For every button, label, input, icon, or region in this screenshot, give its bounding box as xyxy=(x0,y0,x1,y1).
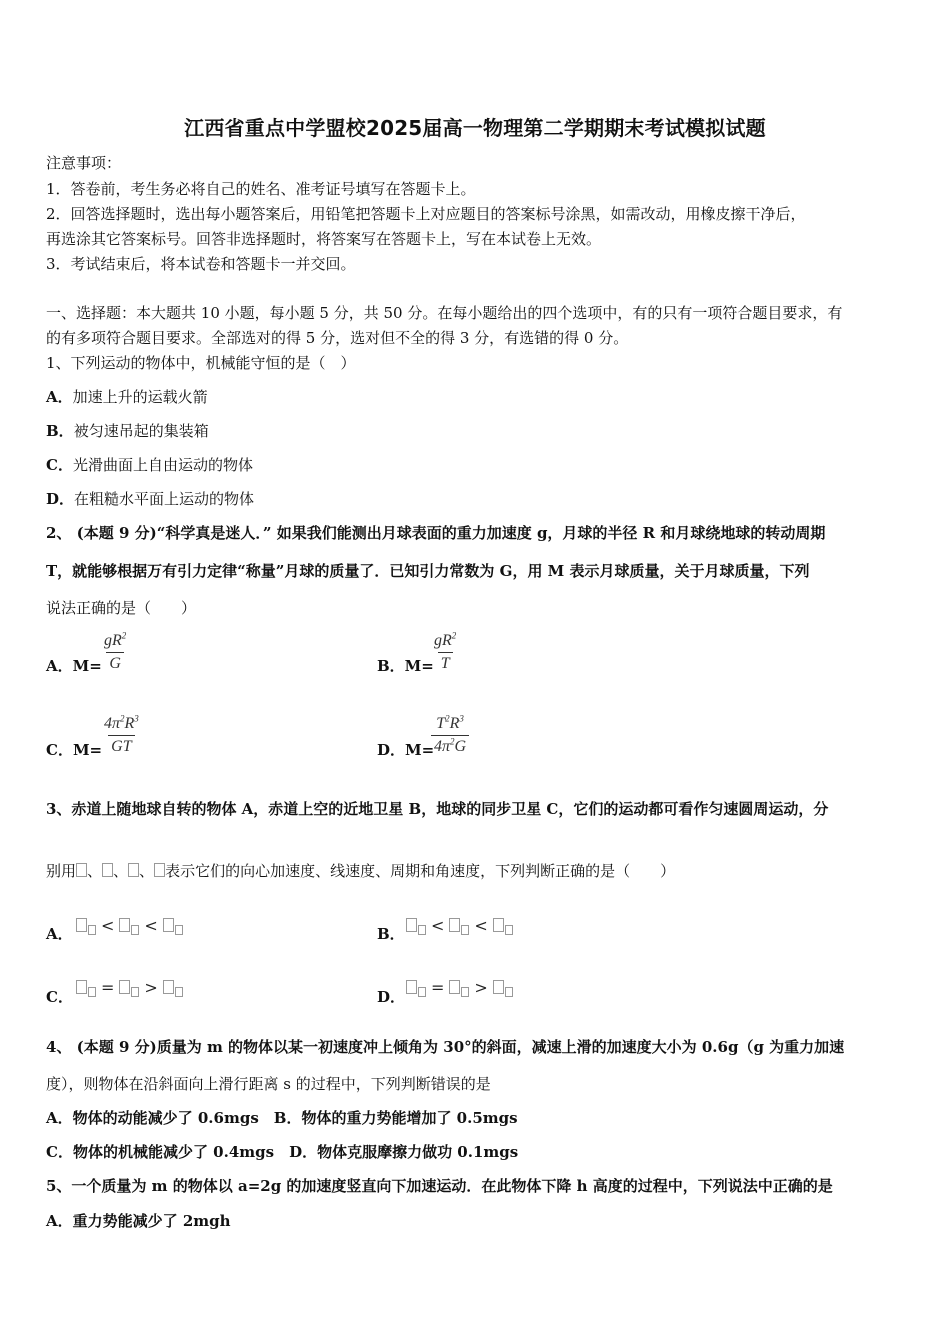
section-intro-line2: 的有多项符合题目要求。全部选对的得 5 分，选对但不全的得 3 分，有选错的得 0 分。 xyxy=(46,329,629,347)
q1-option-b-label: B． xyxy=(46,422,74,440)
q4-stem-line2: 度），则物体在沿斜面向上滑行距离 s 的过程中，下列判断错误的是 xyxy=(46,1075,491,1093)
q3-option-c-expression: = > xyxy=(76,978,183,997)
q2-option-c-fraction xyxy=(101,713,142,758)
q1-option-d-label: D． xyxy=(46,490,75,508)
missing-glyph-icon xyxy=(418,925,426,935)
q3-option-a-expression: < < xyxy=(76,916,183,935)
q2-option-d-label: D．M= xyxy=(377,741,435,759)
missing-glyph-icon xyxy=(493,918,504,932)
q3-option-d-expression: = > xyxy=(406,978,513,997)
q1-option-c xyxy=(46,454,253,475)
missing-glyph-icon xyxy=(493,980,504,994)
q1-option-c-text: 光滑曲面上自由运动的物体 xyxy=(72,456,253,474)
q2-b-denominator: T xyxy=(438,652,453,675)
missing-glyph-icon xyxy=(102,863,113,877)
q1-option-b xyxy=(46,420,209,441)
q3-option-b-expression: < < xyxy=(406,916,513,935)
q2-option-a-label: A．M= xyxy=(46,657,102,675)
missing-glyph-icon xyxy=(131,987,139,997)
notice-heading: 注意事项： xyxy=(46,154,122,172)
q3-option-d-label: D． xyxy=(377,988,406,1006)
missing-glyph-icon xyxy=(175,987,183,997)
q4-options-row1: A．物体的动能减少了 0.6mgs B．物体的重力势能增加了 0.5mgs xyxy=(46,1109,518,1127)
q3-option-a-label: A． xyxy=(46,925,73,943)
page-title: 江西省重点中学盟校2025届高一物理第二学期期末考试模拟试题 xyxy=(184,116,766,140)
notice-item-2: 2．回答选择题时，选出每小题答案后，用铅笔把答题卡上对应题目的答案标号涂黑，如需改动，用橡皮擦干净后， xyxy=(46,205,806,223)
q2-a-denominator: G xyxy=(106,652,124,675)
q1-option-b-text: 被匀速吊起的集装箱 xyxy=(73,422,209,440)
q3-option-b-label: B． xyxy=(377,925,405,943)
q1-option-d xyxy=(46,488,254,509)
notice-item-1: 1．答卷前，考生务必将自己的姓名、准考证号填写在答题卡上。 xyxy=(46,180,476,198)
q4-stem-line1: 4、 (本题 9 分)质量为 m 的物体以某一初速度冲上倾角为 30°的斜面，减速上滑的加速度大小为 0.6g（g 为重力加速 xyxy=(46,1038,845,1056)
q2-c-denominator: GT xyxy=(108,735,134,758)
q2-d-numerator: $T^2R^3$ xyxy=(436,713,464,732)
q2-option-b-label: B．M= xyxy=(377,657,434,675)
q1-option-a-label: A． xyxy=(46,388,73,406)
q1-option-d-text: 在粗糙水平面上运动的物体 xyxy=(74,490,255,508)
missing-glyph-icon xyxy=(76,980,87,994)
q1-option-c-label: C． xyxy=(46,456,73,474)
q1-option-a-text: 加速上升的运载火箭 xyxy=(72,388,208,406)
q1-stem: 1、下列运动的物体中，机械能守恒的是（ ） xyxy=(46,354,356,372)
q2-option-c-label: C．M= xyxy=(46,741,103,759)
q4-options-row2: C．物体的机械能减少了 0.4mgs D．物体克服摩擦力做功 0.1mgs xyxy=(46,1143,519,1161)
missing-glyph-icon xyxy=(76,863,87,877)
missing-glyph-icon xyxy=(88,925,96,935)
q2-option-d-fraction xyxy=(431,713,469,758)
missing-glyph-icon xyxy=(163,918,174,932)
q5-stem: 5、一个质量为 m 的物体以 a=2g 的加速度竖直向下加速运动．在此物体下降 h 高度的过程中，下列说法中正确的是 xyxy=(46,1177,833,1195)
q2-option-b-fraction xyxy=(431,630,459,675)
missing-glyph-icon xyxy=(418,987,426,997)
missing-glyph-icon xyxy=(76,918,87,932)
missing-glyph-icon xyxy=(163,980,174,994)
q2-stem-line2: T，就能够根据万有引力定律“称量”月球的质量了．已知引力常数为 G，用 M 表示月球质量，关于月球质量，下列 xyxy=(46,562,810,580)
missing-glyph-icon xyxy=(461,987,469,997)
missing-glyph-icon xyxy=(449,980,460,994)
q2-option-a-fraction xyxy=(101,630,129,675)
missing-glyph-icon xyxy=(131,925,139,935)
missing-glyph-icon xyxy=(406,918,417,932)
q1-option-a xyxy=(46,386,208,407)
missing-glyph-icon xyxy=(406,980,417,994)
q2-c-numerator: $4\pi^2R^3$ xyxy=(104,713,139,732)
q3-stem-line2: 别用 、 、 、 表示它们的向心加速度、线速度、周期和角速度，下列判断正确的是（ ） xyxy=(46,862,676,880)
missing-glyph-icon xyxy=(119,980,130,994)
missing-glyph-icon xyxy=(461,925,469,935)
q3-stem-line1: 3、赤道上随地球自转的物体 A，赤道上空的近地卫星 B，地球的同步卫星 C，它们的运动都可看作匀速圆周运动，分 xyxy=(46,800,829,818)
section-intro-line1: 一、选择题：本大题共 10 小题，每小题 5 分，共 50 分。在每小题给出的四个选项中，有的只有一项符合题目要求，有 xyxy=(46,304,843,322)
q2-b-numerator: $gR^2$ xyxy=(434,630,457,649)
q5-option-a: A．重力势能减少了 2mgh xyxy=(46,1212,231,1230)
q2-a-numerator: $gR^2$ xyxy=(104,630,127,649)
missing-glyph-icon xyxy=(505,987,513,997)
missing-glyph-icon xyxy=(154,863,165,877)
missing-glyph-icon xyxy=(128,863,139,877)
missing-glyph-icon xyxy=(88,987,96,997)
q2-d-denominator: $4\pi^2G$ xyxy=(431,735,469,758)
missing-glyph-icon xyxy=(505,925,513,935)
missing-glyph-icon xyxy=(119,918,130,932)
q2-stem-line3: 说法正确的是（ ） xyxy=(46,599,197,617)
notice-item-2-cont: 再选涂其它答案标号。回答非选择题时，将答案写在答题卡上，写在本试卷上无效。 xyxy=(46,230,602,248)
missing-glyph-icon xyxy=(175,925,183,935)
missing-glyph-icon xyxy=(449,918,460,932)
notice-item-3: 3．考试结束后，将本试卷和答题卡一并交回。 xyxy=(46,255,356,273)
q3-option-c-label: C． xyxy=(46,988,73,1006)
q2-stem-line1: 2、 (本题 9 分)“科学真是迷人．” 如果我们能测出月球表面的重力加速度 g，月球的半径 R 和月球绕地球的转动周期 xyxy=(46,524,826,542)
